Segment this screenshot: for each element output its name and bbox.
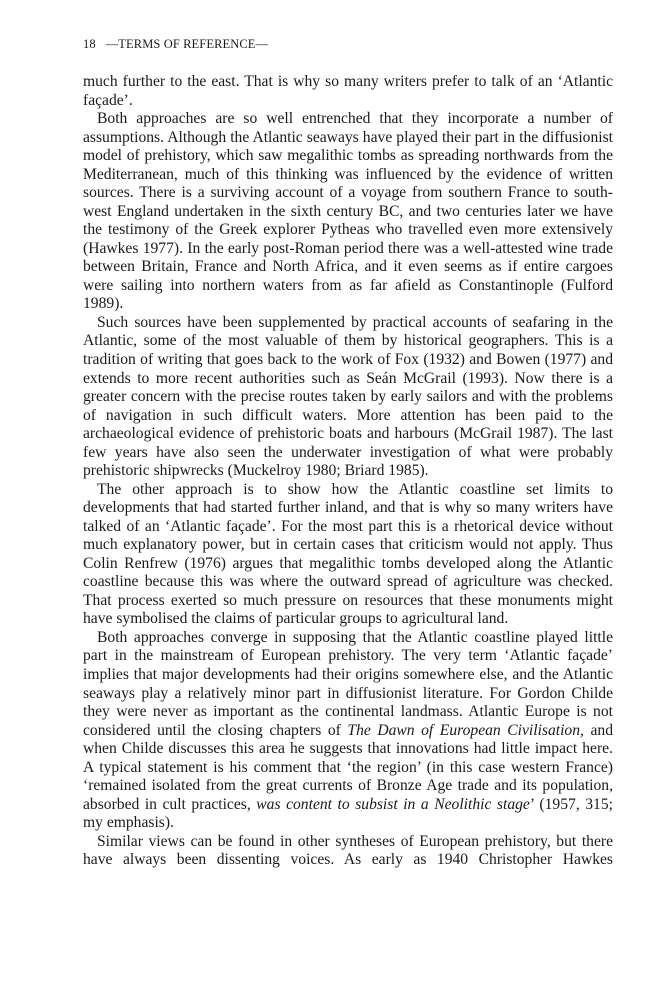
paragraph-text: Similar views can be found in other syntheses of European prehistory, but there have always been dissenting voices. As early as 1940 Christopher Hawkes [83, 832, 613, 869]
paragraph [83, 314, 613, 481]
paragraph [83, 833, 613, 870]
paragraph-text: The other approach is to show how the Atlantic coastline set limits to developments that had started further inland, and that is why so many writers have talked of an ‘Atlantic façade’. For the most part this is a rhetorical device without much explanatory power, but in certain cases that criticism would not apply. Thus Colin Renfrew (1976) argues that megalithic tombs developed along the Atlantic coastline because this was where the outward spread of agriculture was checked. That process exerted so much pressure on resources that these monuments might have symbolised the claims of particular groups to agricultural land. [83, 480, 613, 628]
body-text [83, 73, 613, 870]
paragraph [83, 629, 613, 833]
page-number: 18 [83, 37, 96, 51]
emphasis-italic: was content to subsist in a Neolithic stage [256, 795, 530, 813]
running-title: —TERMS OF REFERENCE— [105, 37, 269, 51]
book-title-italic: The Dawn of European Civilisation, [347, 721, 584, 739]
paragraph [83, 110, 613, 314]
paragraph-text: Both approaches converge in supposing that the Atlantic coastline played little part in the mainstream of European prehistory. The very term ‘Atlantic façade’ implies that major developments had their origins somewhere else, and the Atlantic seaways play a relatively minor part in diffusionist literature. For Gordon Childe they were never as important as the continental landmass. Atlantic Europe is not considered until the closing chapters of [83, 628, 613, 739]
paragraph [83, 481, 613, 629]
paragraph [83, 73, 613, 110]
running-header [83, 37, 268, 52]
paragraph-text: ’ (1957, 315; my emphasis). [83, 795, 613, 832]
paragraph-text: Such sources have been supplemented by practical accounts of seafaring in the Atlantic, some of the most valuable of them by historical geographers. This is a tradition of writing that goes back to the work of Fox (1932) and Bowen (1977) and extends to more recent authorities such as Seán McGrail (1993). Now there is a greater concern with the precise routes taken by early sailors and with the problems of navigation in such difficult waters. More attention has been paid to the archaeological evidence of prehistoric boats and harbours (McGrail 1987). The last few years have also seen the underwater investigation of what were probably prehistoric shipwrecks (Muckelroy 1980; Briard 1985). [83, 313, 613, 480]
paragraph-text: and when Childe discusses this area he suggests that innovations had little impact here. A typical statement is his comment that ‘the region’ (in this case western France) ‘remained isolated from the great currents of Bronze Age trade and its population, absorbed in cult practices, [83, 721, 613, 813]
paragraph-text: much further to the east. That is why so many writers prefer to talk of an ‘Atlantic façade’. [83, 73, 613, 109]
paragraph-text: Both approaches are so well entrenched that they incorporate a number of assumptions. Although the Atlantic seaways have played their part in the diffusionist model of prehistory, which saw megalithic tombs as spreading northwards from the Mediterranean, much of this thinking was influenced by the evidence of written sources. There is a surviving account of a voyage from southern France to south-west England undertaken in the sixth century BC, and two centuries later we have the testimony of the Greek explorer Pytheas who travelled even more extensively (Hawkes 1977). In the early post-Roman period there was a well-attested wine trade between Britain, France and North Africa, and it even seems as if entire cargoes were sailing into northern waters from as far afield as Constantinople (Fulford 1989). [83, 110, 613, 313]
